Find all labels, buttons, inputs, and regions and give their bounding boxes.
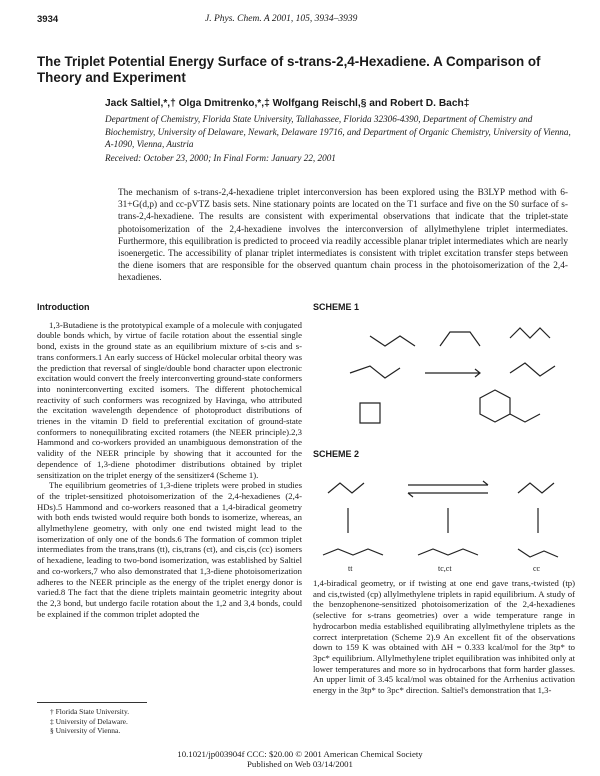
cyclobutane-product xyxy=(360,403,380,423)
scheme-2-label: SCHEME 2 xyxy=(313,449,360,459)
intro-paragraph-1: 1,3-Butadiene is the prototypical example of a molecule with conjugated double bonds which, by virtue of facile rotation about the essential single bond, exists in the ground state as an equilibrium mixture of s-cis and s-trans conformers.1 An early success of Hückel molecular orbital theory was the prediction that reversal of single/double bond character upon electronic excitation would convert the freely interconverting ground-state conformers into noninterconverting excited isomers. The different photochemical reactivity of such conformers was recognized by Havinga, who attributed the excitation wavelength dependence of photoproduct distributions of trienes in the vitamin D field to preferential excitation of ground-state conformers to nonequilibrating excited rotamers (the NEER principle).2,3 Hammond and co-workers provided an unambiguous demonstration of the validity of the NEER principle by showing that it accounted for the dependence of 1,3-diene photodimer distributions obtained by triplet sensitization on the triplet energy of the sensitizer4 (Scheme 1). xyxy=(37,319,302,480)
scheme-1-diagram xyxy=(330,318,580,433)
dimer-structure-3 xyxy=(510,363,555,376)
label-ct: tc,ct xyxy=(438,564,452,573)
section-heading-introduction: Introduction xyxy=(37,302,90,312)
label-tt: tt xyxy=(348,564,353,573)
author-list: Jack Saltiel,*,† Olga Dmitrenko,*,‡ Wolfgang Reischl,§ and Robert D. Bach‡ xyxy=(105,98,470,109)
cc-diene xyxy=(518,549,558,557)
ct-diene xyxy=(418,549,478,555)
footnote-1: † Florida State University. xyxy=(50,707,130,716)
published-date: Published on Web 03/14/2001 xyxy=(247,759,353,769)
received-dates: Received: October 23, 2000; In Final Form: January 22, 2001 xyxy=(105,153,336,163)
triplet-pc-structure xyxy=(518,483,554,493)
equilibrium-arrows xyxy=(408,481,488,497)
dimer-structure-1 xyxy=(510,328,550,338)
affiliation: Department of Chemistry, Florida State University, Tallahassee, Florida 32306-4390, Department of Chemistry and Biochemistry, University of Delaware, Newark, Delaware 19716, and Department of Organic Chemistry, University of Vienna, A-1090, Vienna, Austria xyxy=(105,114,571,149)
doi-copyright: 10.1021/jp003904f CCC: $20.00 © 2001 American Chemical Society xyxy=(177,749,423,759)
dimer-structure-2 xyxy=(350,366,400,378)
scheme-2-diagram xyxy=(318,463,580,575)
footnote-2: ‡ University of Delaware. xyxy=(50,716,128,726)
triplet-tp-structure xyxy=(328,483,364,493)
scheme-1-label: SCHEME 1 xyxy=(313,302,360,312)
left-column xyxy=(37,302,302,619)
article-title: The Triplet Potential Energy Surface of s-trans-2,4-Hexadiene. A Comparison of Theory and Experiment xyxy=(37,54,541,85)
footnote-rule xyxy=(37,702,147,703)
footnotes xyxy=(50,707,129,736)
right-column-paragraph: 1,4-biradical geometry, or if twisting at one end gave trans,-twisted (tp) and cis,twisted (cp) allylmethylene triplets in rapid equilibrium. A study of the benzophenone-sensitized photoisomerization of the 2,4-hexadienes (selective for s-trans geometries) over a wide temperature range in hydrocarbon media established equilibrating allylmethylene triplets as the correct interpretation (Scheme 2).9 An excellent fit of the observations down to 159 K was obtained with ΔH = 0.333 kcal/mol for the 3tp* to 3pc* equilibrium. Allylmethylene triplet equilibration was inhibited only at lower temperatures and more so in hydrocarbons that form harder glasses. An upper limit of 3.45 kcal/mol was obtained for the Arrhenius activation energy in the 3tp* to 3pc* direction. Saltiel's demonstration that 1,3- xyxy=(313,578,575,696)
reaction-arrow xyxy=(425,369,480,377)
abstract: The mechanism of s-trans-2,4-hexadiene triplet interconversion has been explored using the B3LYP method with 6-31+G(d,p) and cc-pVTZ basis sets. Nine stationary points are located on the T1 surface and five on the S0 surface of s-trans-2,4-hexadiene. The results are consistent with experimental observations that indicate that the triplet-state photoisomerization of the 2,4-hexadiene involves the interconversion of allylmethylene triplet intermediates. Furthermore, this equilibration is predicted to proceed via readily accessible planar triplet intermediates which are nearly isoenergetic. The accessibility of planar triplet intermediates is consistent with triplet excitation transfer steps between the diene isomers that are responsible for the observed quantum chain process in the photoisomerization of the 2,4-hexadienes. xyxy=(118,188,568,284)
page-number: 3934 xyxy=(37,14,59,25)
tt-diene xyxy=(323,549,383,555)
label-cc: cc xyxy=(533,564,541,573)
side-chain xyxy=(510,414,540,422)
diene-s-trans-structure xyxy=(370,336,415,346)
diene-s-cis-structure xyxy=(440,332,480,346)
footnote-3: § University of Vienna. xyxy=(50,726,121,735)
journal-citation: J. Phys. Chem. A 2001, 105, 3934–3939 xyxy=(205,14,358,24)
intro-paragraph-2: The equilibrium geometries of 1,3-diene triplets were probed in studies of the triplet-sensitized photoisomerization of the 2,4-hexadienes (2,4-HDs).5 Hammond and co-workers reasoned that a 1,4-biradical geometry with both ends twisted would require both bonds to isomerize, whereas, an allylmethylene geometry, with only one end twisted might lead to the isomerization of only one of the bonds.6 The formation of common triplet intermediates from the trans,trans (tt), cis,trans (ct), and cis,cis (cc) isomers of hexadiene, leading to two-bond isomerization, was established by Saltiel and co-workers,7 who also demonstrated that 1,3-diene photoisomerization adheres to the NEER principle as the energy of the triplet energy donor is varied.8 The fact that the diene triplets maintain geometric integrity about the 2,3 bond, but undergo facile rotation about the 1,2 and 3,4 bonds, could be explained if the common triplet adopted the xyxy=(37,480,302,619)
decay-arrows xyxy=(348,508,538,533)
right-column xyxy=(313,578,575,696)
cyclohexene-product xyxy=(480,390,510,422)
